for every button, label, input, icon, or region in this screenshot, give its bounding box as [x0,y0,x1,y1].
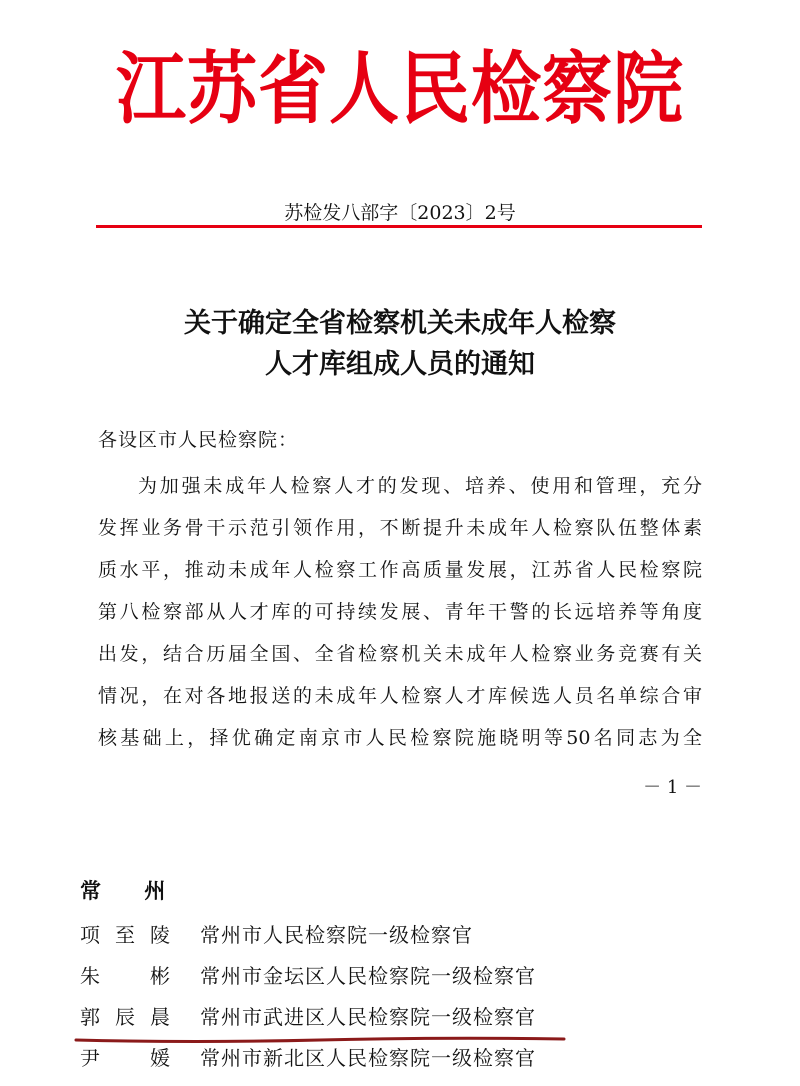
member-title: 常州市人民检察院一级检察官 [200,923,473,947]
body-line: 为加强未成年人检察人才的发现、培养、使用和管理，充分 [138,475,702,497]
member-list [80,916,780,1080]
notice-body [98,465,702,759]
member-title: 常州市新北区人民检察院一级检察官 [200,1046,536,1070]
notice-title-line-2: 人才库组成人员的通知 [265,349,535,380]
member-name: 郭辰晨 [80,1005,170,1029]
list-item [80,957,780,998]
member-title: 常州市武进区人民检察院一级检察官 [200,1005,536,1029]
addressee: 各设区市人民检察院： [98,429,299,451]
page-number: － 1 － [643,777,702,798]
list-item [80,1039,780,1080]
issuer-masthead: 江苏省人民检察院 [116,43,684,136]
body-line: 质水平，推动未成年人检察工作高质量发展，江苏省人民检察院 [98,559,702,581]
body-line: 核基础上，择优确定南京市人民检察院施晓明等50名同志为全 [98,727,702,749]
member-name: 尹媛 [80,1046,170,1070]
red-divider-line [96,225,702,228]
body-line: 第八检察部从人才库的可持续发展、青年干警的长远培养等角度 [98,601,702,623]
highlight-underline [74,1035,566,1045]
body-line: 情况，在对各地报送的未成年人检察人才库候选人员名单综合审 [98,685,702,707]
member-name: 朱彬 [80,964,170,988]
body-line: 出发，结合历届全国、全省检察机关未成年人检察业务竞赛有关 [98,643,702,665]
notice-title-line-1: 关于确定全省检察机关未成年人检察 [184,308,616,339]
notice-title [0,303,800,385]
list-item [80,998,780,1039]
underline-stroke [76,1038,564,1041]
body-line: 发挥业务骨干示范引领作用，不断提升未成年人检察队伍整体素 [98,517,702,539]
member-name: 项至陵 [80,923,170,947]
member-title: 常州市金坛区人民检察院一级检察官 [200,964,536,988]
list-item [80,916,780,957]
region-heading: 常 州 [80,879,184,903]
document-number: 苏检发八部字〔2023〕2号 [284,202,516,224]
